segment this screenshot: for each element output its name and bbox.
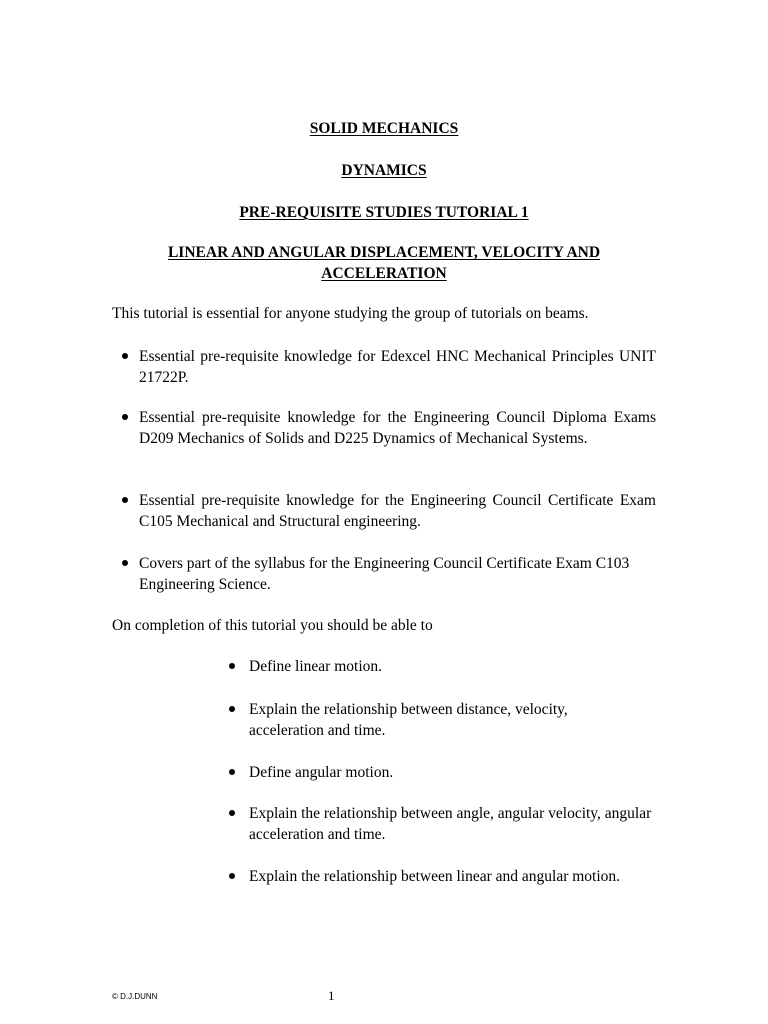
intro-paragraph: This tutorial is essential for anyone studying the group of tutorials on beams. (112, 305, 589, 322)
bullet-dot-icon (122, 414, 128, 420)
objective-text: Define angular motion. (249, 764, 394, 781)
objective-item (224, 699, 624, 741)
bullet-dot-icon (122, 560, 128, 566)
objective-item (224, 656, 664, 677)
prereq-text: Essential pre-requisite knowledge for the Engineering Council Diploma Exams D209 Mechanics of Solids and D225 Dynamics of Mechanical Systems. (139, 409, 656, 447)
prereq-item (112, 553, 656, 595)
objective-item (224, 803, 658, 845)
prereq-text: Essential pre-requisite knowledge for the Engineering Council Certificate Exam C105 Mechanical and Structural engineering. (139, 492, 656, 530)
footer-page-number: 1 (328, 988, 335, 1003)
objectives-intro: On completion of this tutorial you should be able to (112, 617, 433, 634)
footer-copyright: © D.J.DUNN (112, 992, 158, 1001)
objective-item (224, 866, 624, 887)
title-dynamics: DYNAMICS (341, 162, 427, 179)
title-topic: LINEAR AND ANGULAR DISPLACEMENT, VELOCITY AND ACCELERATION (167, 244, 601, 282)
objective-text: Explain the relationship between angle, angular velocity, angular acceleration and time. (249, 805, 652, 843)
bullet-dot-icon (229, 769, 235, 775)
bullet-dot-icon (229, 706, 235, 712)
objective-text: Define linear motion. (249, 658, 382, 675)
title-solid-mechanics: SOLID MECHANICS (309, 120, 459, 137)
title-tutorial: PRE-REQUISITE STUDIES TUTORIAL 1 (239, 204, 529, 221)
objective-text: Explain the relationship between linear and angular motion. (249, 868, 621, 885)
prereq-text: Essential pre-requisite knowledge for Edexcel HNC Mechanical Principles UNIT 21722P. (139, 348, 656, 386)
objective-item (224, 762, 664, 783)
objective-text: Explain the relationship between distance, velocity, acceleration and time. (249, 701, 568, 739)
bullet-dot-icon (229, 810, 235, 816)
bullet-dot-icon (229, 663, 235, 669)
bullet-dot-icon (229, 873, 235, 879)
prereq-text: Covers part of the syllabus for the Engineering Council Certificate Exam C103 Engineering Science. (139, 555, 630, 593)
prereq-item (112, 490, 656, 532)
bullet-dot-icon (122, 353, 128, 359)
prereq-item (112, 346, 656, 388)
prereq-item (112, 407, 656, 449)
bullet-dot-icon (122, 497, 128, 503)
